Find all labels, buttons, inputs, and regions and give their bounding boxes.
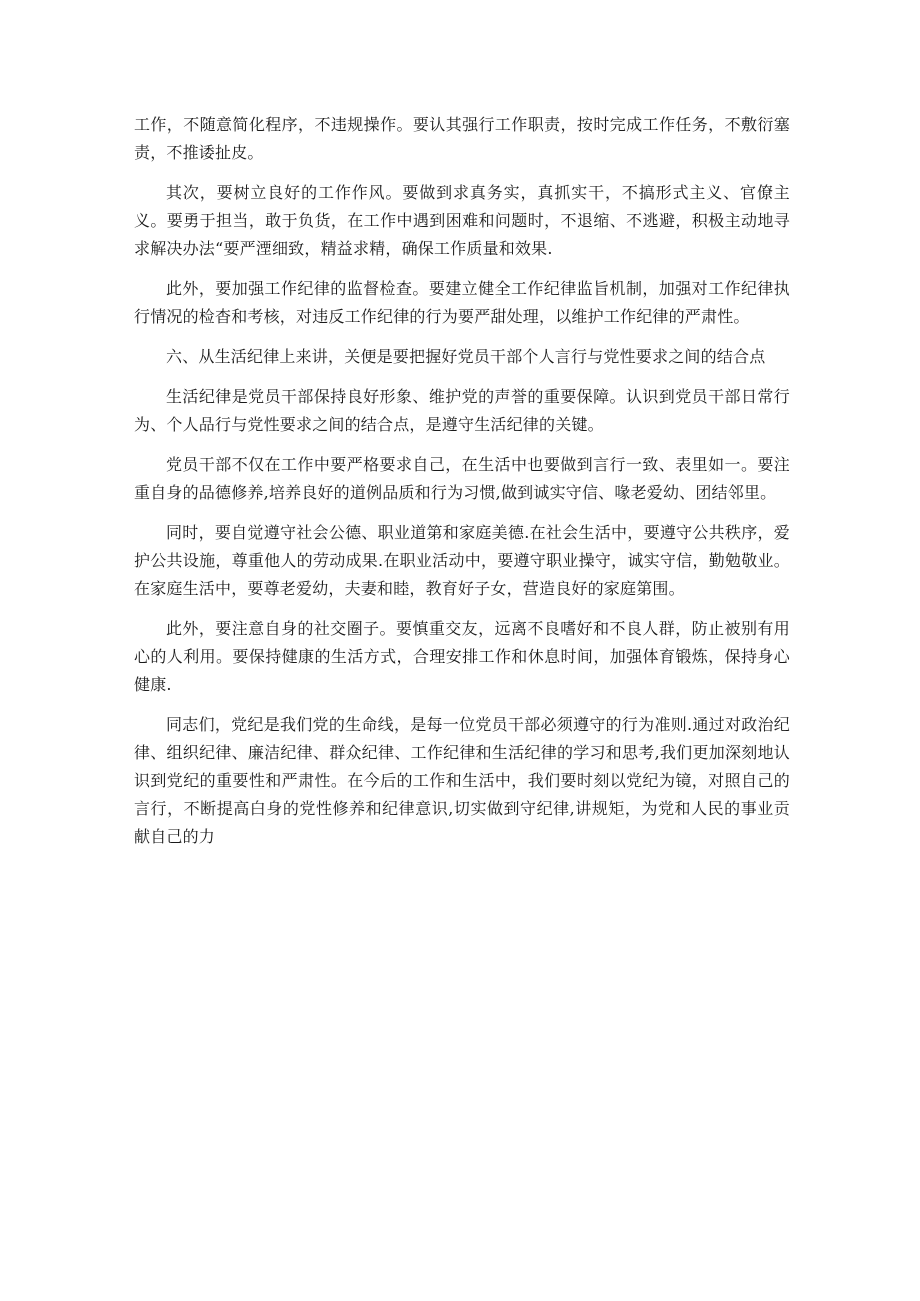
paragraph: 其次，要树立良好的工作作风。要做到求真务实，真抓实干，不搞形式主义、官僚主义。要勇于担当，敢于负货，在工作中遇到困难和问题时，不退缩、不逃避，积极主动地寻求解决办法“要严湮细致，精益求精，确保工作质量和效果. [134,183,790,258]
closing-paragraph: 同志们，党纪是我们党的生命线，是每一位党员干部必须遵守的行为准则.通过对政治纪律、组织纪律、廉洁纪律、群众纪律、工作纪律和生活纪律的学习和思考,我们更加深刻地认识到党纪的重要性和严肃性。在今后的工作和生活中，我们要时刻以党纪为镜，对照自己的言行，不断提高白身的党性修养和纪律意识,切实做到守纪律,讲规矩，为党和人民的事业贡献自己的力 [134,715,790,846]
section-heading: 六、从生活纪律上来讲，关便是要把握好党员干部个人言行与党性要求之间的结合点 [166,347,766,366]
paragraph: 此外，要注意自身的社交圈子。要慎重交友，远离不良嗜好和不良人群，防止被别有用心的人利用。要保持健康的生活方式，合理安排工作和休息时间，加强体育锻炼，保持身心健康. [134,619,790,694]
paragraph: 同时，要自觉遵守社会公德、职业道第和家庭美德.在社会生活中，要遵守公共秩序，爱护公共设施，尊重他人的劳动成果.在职业活动中，要遵守职业操守，诚实守信，勤勉敬业。在家庭生活中，要尊老爱幼，夫妻和睦，教育好子女，营造良好的家庭第围。 [134,523,790,598]
paragraph: 此外，要加强工作纪律的监督检查。要建立健全工作纪律监旨机制，加强对工作纪律执行情况的检杳和考核，对违反工作纪律的行为要严甜处理，以维护工作纪律的严肃性。 [134,279,790,326]
paragraph-continued: 工作，不随意简化程序，不违规操作。要认其强行工作职责，按时完成工作任务，不敷衍塞责，不推诿扯皮。 [134,115,790,162]
document-body [134,111,790,863]
paragraph: 党员干部不仅在工作中要严格要求自己，在生活中也要做到言行一致、表里如一。要注重自身的品德修养,培养良好的道例品质和行为习惯,做到诚实守信、喙老爱幼、团结邻里。 [134,455,790,502]
paragraph: 生活纪律是党员干部保持良好形象、维护党的声誉的重要保障。认识到党员干部日常行为、个人品行与党性要求之间的结合点，是遵守生活纪律的关键。 [134,387,790,434]
